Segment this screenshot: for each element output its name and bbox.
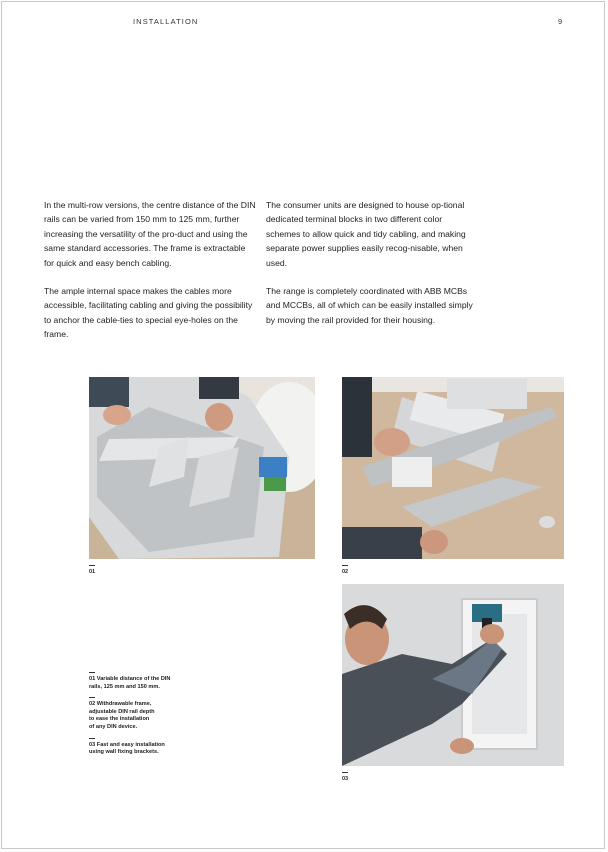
caption: [89, 697, 219, 731]
paragraph: The consumer units are designed to house op-tional dedicated terminal blocks in two different color schemes to allow quick and tidy cabling, and making separate power supplies easily recog-nisable, when used.: [266, 200, 466, 268]
body-column-left: [44, 198, 256, 356]
paragraph: The ample internal space makes the cables more accessible, facilitating cabling and giving the possibility to anchor the cable-ties to special eye-holes on the frame.: [44, 286, 253, 340]
section-title: INSTALLATION: [133, 17, 199, 26]
paragraph: In the multi-row versions, the centre distance of the DIN rails can be varied from 150 mm to 125 mm, further increasing the versatility of the pro-duct and using the same standard accessories. The frame is extractable for quick and easy bench cabling.: [44, 200, 256, 268]
figure-label: 03: [342, 776, 349, 782]
caption: [89, 738, 219, 757]
figure-dash: [89, 565, 95, 566]
photo-wall-installation: [342, 584, 564, 766]
caption-text: 03 Fast and easy installation using wall fixing brackets.: [89, 741, 165, 756]
paragraph: The range is completely coordinated with ABB MCBs and MCCBs, all of which can be easily installed simply by moving the rail provided for their housing.: [266, 286, 473, 325]
page-number: 9: [558, 17, 563, 26]
caption-text: 01 Variable distance of the DIN rails, 125 mm and 150 mm.: [89, 676, 171, 690]
caption-list: [89, 672, 219, 763]
figure-label: 02: [342, 569, 349, 575]
caption-dash: [89, 738, 95, 739]
caption: [89, 672, 219, 691]
photo-din-rails: [89, 377, 315, 559]
caption-dash: [89, 672, 95, 673]
caption-dash: [89, 697, 95, 698]
caption-text: 02 Withdrawable frame, adjustable DIN rail depth to ease the installation of any DIN device.: [89, 701, 155, 730]
figure-dash: [342, 772, 348, 773]
photo-withdrawable-frame: [342, 377, 564, 559]
figure-dash: [342, 565, 348, 566]
body-column-right: [266, 198, 478, 341]
figure-label: 01: [89, 569, 96, 575]
